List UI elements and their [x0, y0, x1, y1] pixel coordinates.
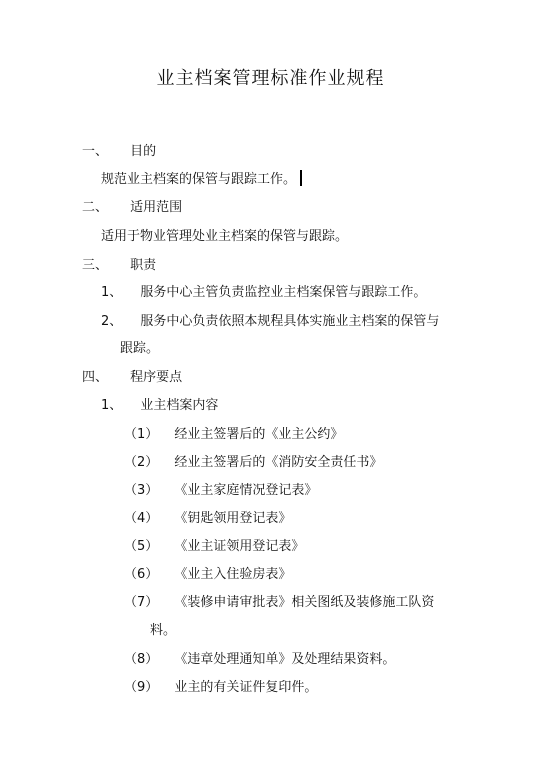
section-heading-text: 目的 [130, 144, 157, 159]
list-item [101, 283, 426, 303]
list-item [124, 509, 291, 529]
item-text: 服务中心负责依照本规程具体实施业主档案的保管与 [140, 314, 440, 329]
section-heading-scope [82, 198, 182, 218]
item-number: 1、 [101, 398, 123, 413]
item-number: （1） [124, 427, 159, 442]
item-text: 经业主签署后的《消防安全责任书》 [174, 455, 383, 470]
item-text: 经业主签署后的《业主公约》 [174, 427, 344, 442]
list-item-continuation [120, 339, 159, 359]
item-number: （7） [124, 595, 159, 610]
item-text: 服务中心主管负责监控业主档案保管与跟踪工作。 [140, 285, 427, 300]
item-number: （6） [124, 567, 159, 582]
list-item [124, 565, 291, 585]
item-text: 《违章处理通知单》及处理结果资料。 [174, 652, 396, 667]
item-text: 《装修申请审批表》相关图纸及装修施工队资 [174, 595, 435, 610]
list-item [101, 312, 439, 332]
item-text: 《钥匙领用登记表》 [174, 511, 292, 526]
list-item [124, 481, 317, 501]
item-number: （9） [124, 680, 159, 695]
paragraph-text: 规范业主档案的保管与跟踪工作。 [101, 172, 297, 187]
item-text: 《业主入住验房表》 [174, 567, 292, 582]
section-heading-purpose [82, 142, 156, 162]
list-item [124, 650, 395, 670]
item-text: 业主档案内容 [140, 398, 219, 413]
text-cursor [300, 170, 302, 186]
list-item [124, 593, 434, 613]
item-number: （3） [124, 483, 159, 498]
item-number: （4） [124, 511, 159, 526]
list-item [124, 537, 304, 557]
item-text: 《业主证领用登记表》 [174, 539, 305, 554]
paragraph-text: 适用于物业管理处业主档案的保管与跟踪。 [101, 229, 349, 244]
item-text: 业主的有关证件复印件。 [174, 680, 318, 695]
subsection-heading [101, 396, 218, 416]
section-heading-duties [82, 256, 156, 276]
list-item [124, 425, 343, 445]
section-heading-procedure [82, 368, 182, 388]
list-item [124, 678, 317, 698]
section-number: 一、 [82, 144, 109, 159]
item-number: 2、 [101, 314, 123, 329]
list-item [124, 453, 382, 473]
item-number: （2） [124, 455, 159, 470]
item-number: （5） [124, 539, 159, 554]
item-text: 《业主家庭情况登记表》 [174, 483, 318, 498]
section-body-purpose[interactable] [101, 170, 302, 190]
item-text: 跟踪。 [120, 341, 160, 356]
document-title: 业主档案管理标准作业规程 [156, 68, 385, 89]
item-number: （8） [124, 652, 159, 667]
section-heading-text: 适用范围 [130, 200, 183, 215]
section-heading-text: 职责 [130, 258, 157, 273]
section-body-scope [101, 227, 348, 247]
section-number: 二、 [82, 200, 109, 215]
item-text: 料。 [150, 623, 177, 638]
item-number: 1、 [101, 285, 123, 300]
section-number: 三、 [82, 258, 109, 273]
list-item-continuation [150, 621, 176, 641]
section-heading-text: 程序要点 [130, 370, 183, 385]
section-number: 四、 [82, 370, 109, 385]
